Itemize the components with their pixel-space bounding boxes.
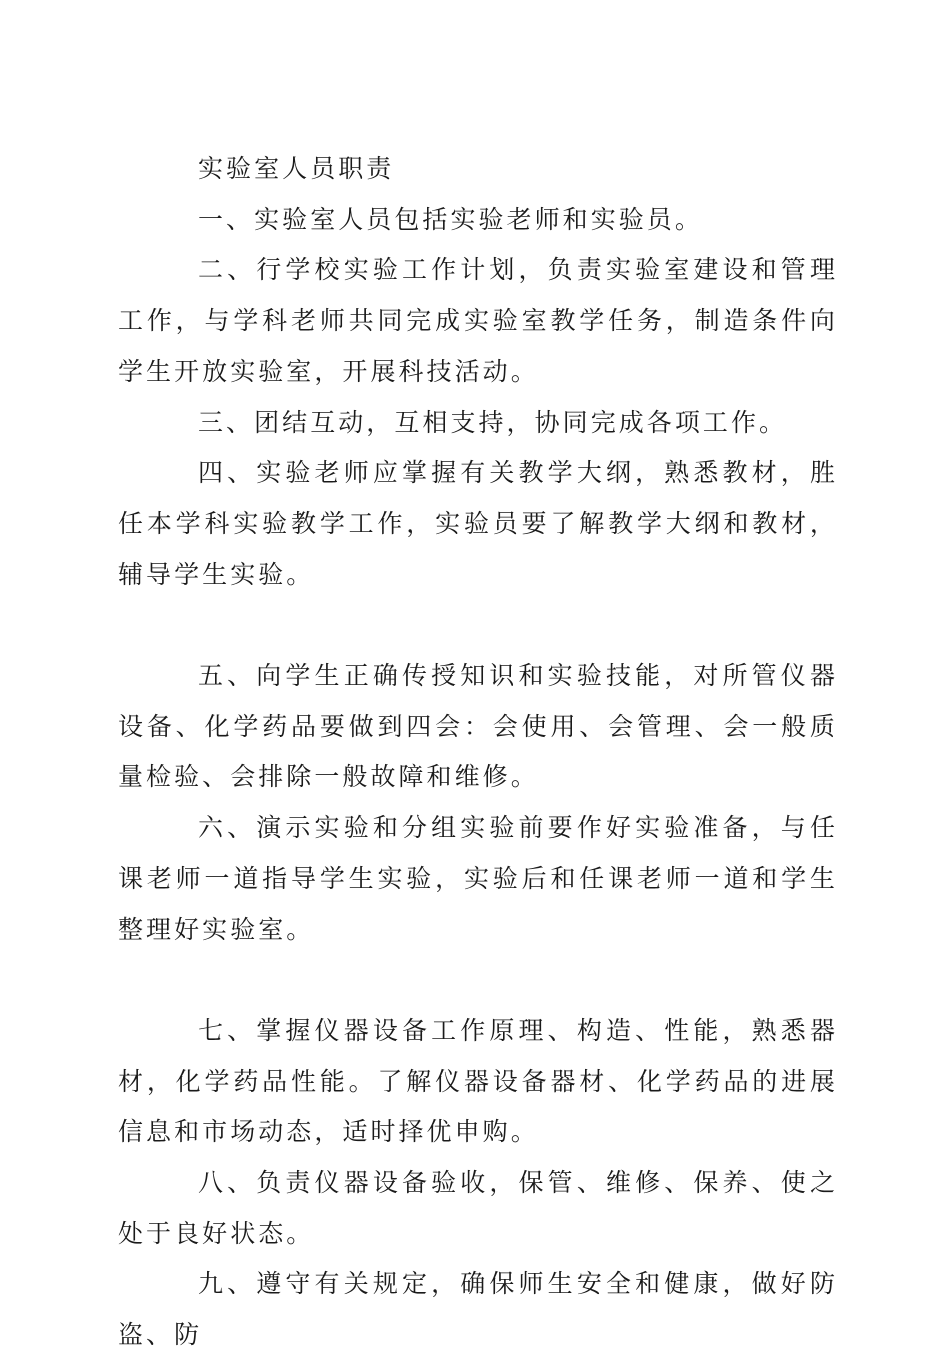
- paragraph-4: 四、实验老师应掌握有关教学大纲，熟悉教材，胜任本学科实验教学工作，实验员要了解教学大纲和教材，辅导学生实验。: [118, 458, 838, 589]
- document-title: 实验室人员职责: [198, 154, 395, 183]
- paragraph-5: 五、向学生正确传授知识和实验技能，对所管仪器设备、化学药品要做到四会：会使用、会管理、会一般质量检验、会排除一般故障和维修。: [118, 661, 838, 792]
- paragraph-9: 九、遵守有关规定，确保师生安全和健康，做好防盗、防: [118, 1269, 838, 1350]
- paragraph-spacer: [118, 955, 838, 1006]
- paragraph-1: 一、实验室人员包括实验老师和实验员。: [198, 204, 703, 234]
- paragraph-3: 三、团结互动，互相支持，协同完成各项工作。: [198, 407, 788, 437]
- paragraph-7: 七、掌握仪器设备工作原理、构造、性能，熟悉器材，化学药品性能。了解仪器设备器材、化学药品的进展信息和市场动态，适时择优申购。: [118, 1015, 838, 1147]
- paragraph-2: 二、行学校实验工作计划，负责实验室建设和管理工作，与学科老师共同完成实验室教学任务，制造条件向学生开放实验室，开展科技活动。: [118, 255, 838, 386]
- paragraph-8: 八、负责仪器设备验收，保管、维修、保养、使之处于良好状态。: [118, 1168, 838, 1248]
- paragraph-6: 六、演示实验和分组实验前要作好实验准备，与任课老师一道指导学生实验，实验后和任课老师一道和学生整理好实验室。: [118, 813, 838, 944]
- paragraph-spacer: [118, 600, 838, 651]
- document-body: [118, 144, 838, 1361]
